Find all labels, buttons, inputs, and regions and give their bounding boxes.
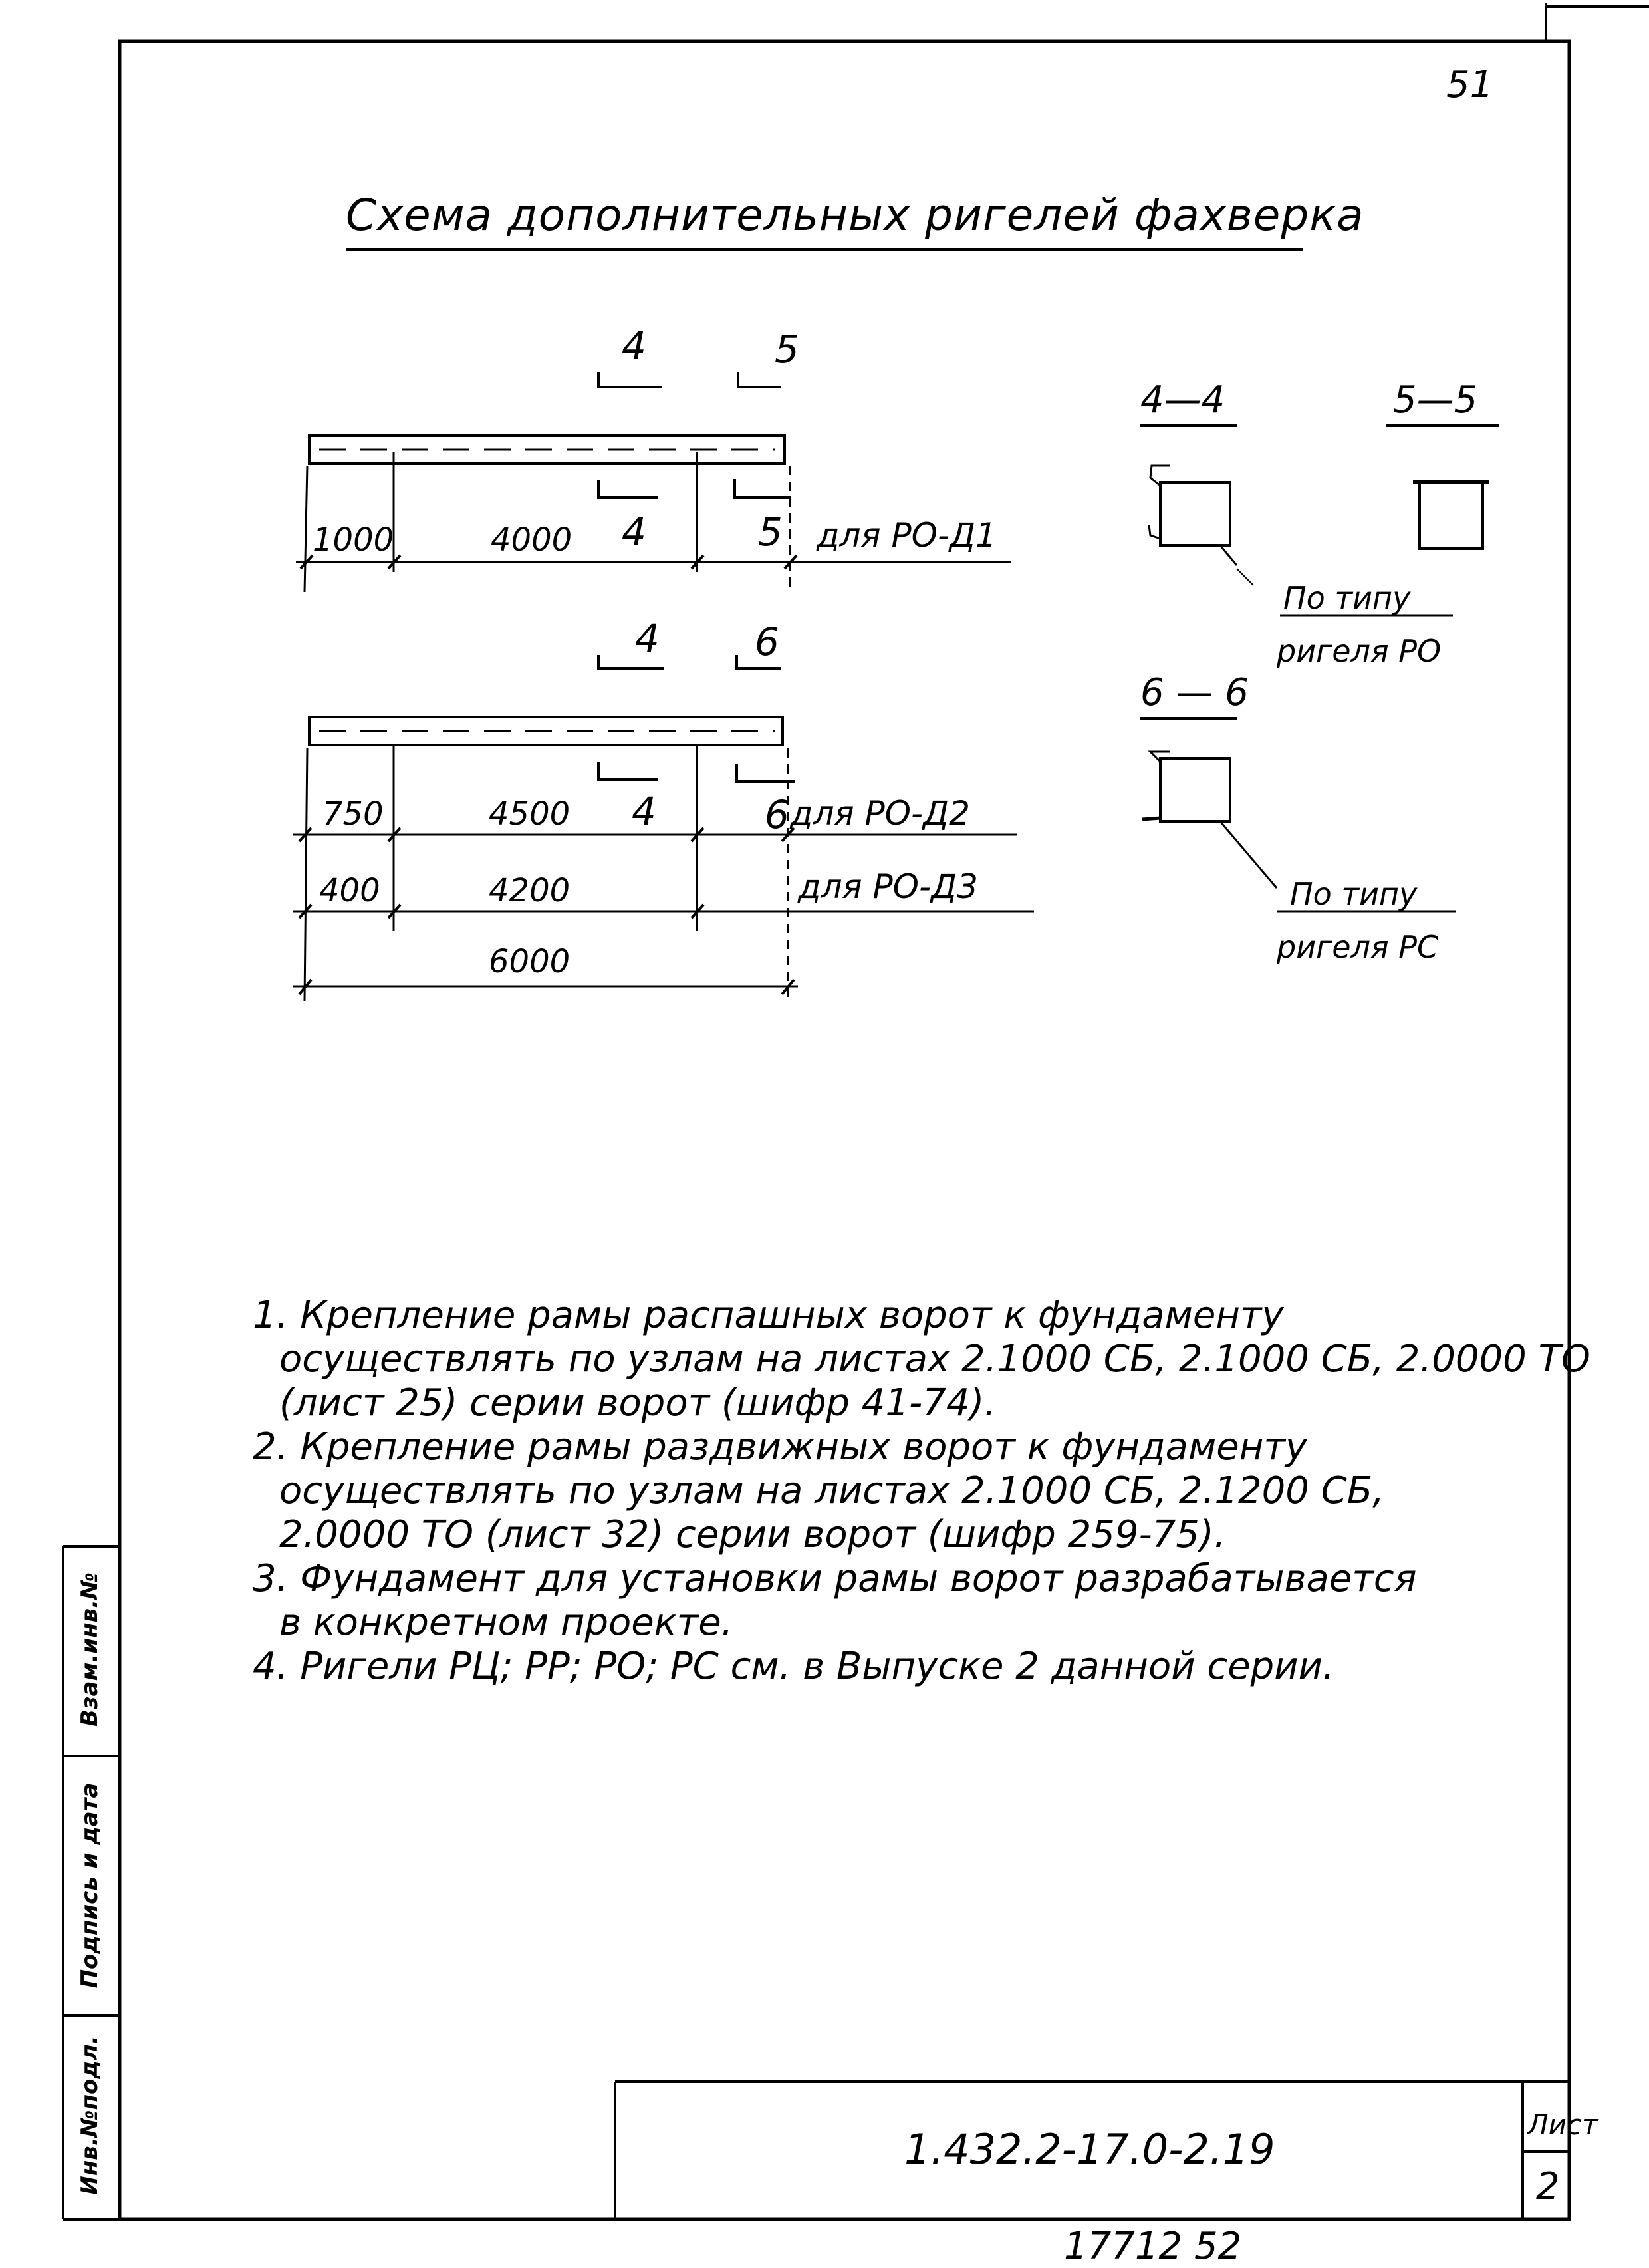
sheet-number: 2 (1536, 2165, 1560, 2208)
note-line: 3. Фундамент для установки рамы ворот разрабатывается (253, 1557, 1417, 1600)
section-mark-4-top: 4 (622, 323, 646, 368)
drawing-title: Схема дополнительных ригелей фахверка (346, 190, 1364, 241)
sheet-label: Лист (1527, 2108, 1598, 2141)
notes-block (253, 1294, 1590, 1689)
document-code: 1.432.2-17.0-2.19 (904, 2125, 1275, 2174)
section-mark-5-top: 5 (775, 327, 799, 372)
section-mark-5-bottom: 5 (758, 509, 783, 555)
section-mark-4b-bottom: 4 (632, 789, 656, 834)
section-label-5-5: 5—5 (1393, 378, 1478, 422)
section-mark-6-top: 6 (755, 619, 779, 664)
section-4-4-shape (1160, 482, 1230, 545)
caption-ro-d3: для РО-Д3 (798, 867, 978, 906)
archive-stamp: 17712 52 (1064, 2225, 1242, 2268)
note-line: 2. Крепление рамы раздвижных ворот к фундаменту (253, 1425, 1308, 1469)
section-note-2-line2: ригеля РС (1277, 929, 1439, 965)
section-label-4-4: 4—4 (1140, 378, 1225, 422)
dim-1000: 1000 (313, 521, 394, 559)
beam-1 (296, 372, 1011, 592)
dim-4000: 4000 (491, 521, 572, 559)
note-line: 1. Крепление рамы распашных ворот к фундаменту (253, 1294, 1284, 1337)
side-stamp-inv-no: Инв.№подл. (76, 2035, 103, 2195)
section-5-5-shape (1420, 482, 1483, 549)
note-line: (лист 25) серии ворот (шифр 41-74). (279, 1381, 997, 1425)
side-stamp-replace: Взам.инв.№ (76, 1572, 103, 1727)
section-6-6-shape (1160, 758, 1230, 821)
section-mark-6-bottom: 6 (765, 792, 789, 837)
dim-4200: 4200 (489, 872, 571, 909)
side-stamp-signature: Подпись и дата (76, 1782, 103, 1989)
page-number: 51 (1446, 63, 1494, 106)
section-mark-4b-top: 4 (635, 616, 660, 661)
dim-400: 400 (319, 872, 380, 909)
note-line: в конкретном проекте. (279, 1601, 733, 1644)
note-line: 4. Ригели РЦ; РР; РО; РС см. в Выпуске 2 данной серии. (253, 1645, 1334, 1688)
sheet-frame (120, 41, 1569, 2219)
dim-750: 750 (322, 795, 384, 833)
note-line: осуществлять по узлам на листах 2.1000 СБ, 2.1200 СБ, (279, 1469, 1384, 1512)
section-note-1-line1: По типу (1283, 580, 1411, 616)
dim-6000: 6000 (489, 943, 571, 980)
section-label-6-6: 6 — 6 (1140, 671, 1249, 714)
note-line: осуществлять по узлам на листах 2.1000 СБ, 2.1000 СБ, 2.0000 ТО (279, 1338, 1590, 1381)
dim-4500: 4500 (489, 795, 571, 833)
note-line: 2.0000 ТО (лист 32) серии ворот (шифр 259-75). (279, 1513, 1226, 1556)
section-mark-4-bottom: 4 (622, 509, 646, 555)
caption-ro-d2: для РО-Д2 (790, 794, 970, 833)
section-note-2-line1: По типу (1290, 876, 1418, 912)
caption-ro-d1: для РО-Д1 (817, 516, 997, 555)
section-note-1-line2: ригеля РО (1277, 633, 1442, 669)
